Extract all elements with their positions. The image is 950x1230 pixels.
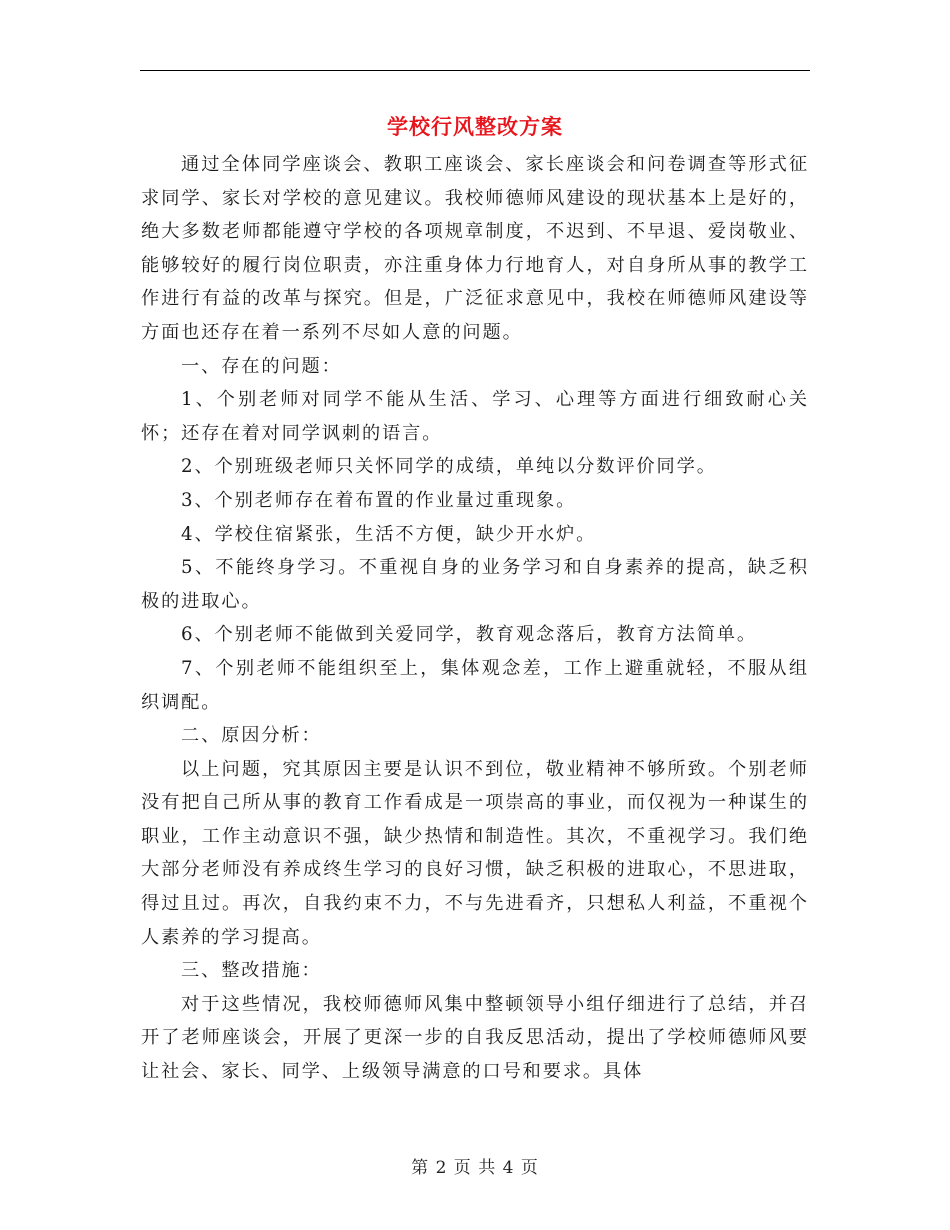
problem-item-4: 4、学校住宿紧张，生活不方便，缺少开水炉。 xyxy=(181,523,597,545)
problem-item-6: 6、个别老师不能做到关爱同学，教育观念落后，教育方法简单。 xyxy=(181,624,757,646)
section-heading-measures: 三、整改措施： xyxy=(181,960,322,982)
section-heading-problems: 一、存在的问题： xyxy=(181,355,342,377)
section-heading-causes: 二、原因分析： xyxy=(181,725,322,747)
causes-paragraph: 以上问题，究其原因主要是认识不到位，敬业精神不够所致。个别老师没有把自己所从事的教育工作看成是一项崇高的事业，而仅视为一种谋生的职业，工作主动意识不强，缺少热情和制造性。其次，不重视学习。我们绝大部分老师没有养成终生学习的良好习惯，缺乏积极的进取心，不思进取，得过且过。再次，自我约束不力，不与先进看齐，只想私人利益，不重视个人素养的学习提高。 xyxy=(141,758,809,948)
measures-paragraph: 对于这些情况，我校师德师风集中整顿领导小组仔细进行了总结，并召开了老师座谈会，开展了更深一步的自我反思活动，提出了学校师德师风要让社会、家长、同学、上级领导满意的口号和要求。具体 xyxy=(141,993,809,1083)
problem-item-1: 1、个别老师对同学不能从生活、学习、心理等方面进行细致耐心关怀；还存在着对同学讽刺的语言。 xyxy=(141,389,809,444)
document-title: 学校行风整改方案 xyxy=(387,114,563,139)
intro-paragraph: 通过全体同学座谈会、教职工座谈会、家长座谈会和问卷调查等形式征求同学、家长对学校的意见建议。我校师德师风建设的现状基本上是好的，绝大多数老师都能遵守学校的各项规章制度，不迟到、不早退、爱岗敬业、能够较好的履行岗位职责，亦注重身体力行地育人，对自身所从事的教学工作进行有益的改革与探究。但是，广泛征求意见中，我校在师德师风建设等方面也还存在着一系列不尽如人意的问题。 xyxy=(141,154,809,343)
problem-item-2: 2、个别班级老师只关怀同学的成绩，单纯以分数评价同学。 xyxy=(181,456,717,478)
problem-item-7: 7、个别老师不能组织至上，集体观念差，工作上避重就轻，不服从组织调配。 xyxy=(141,657,809,713)
problem-item-5: 5、不能终身学习。不重视自身的业务学习和自身素养的提高，缺乏积极的进取心。 xyxy=(141,557,809,612)
document-body xyxy=(141,148,809,1089)
header-rule xyxy=(140,70,810,71)
page-number-footer: 第 2 页 共 4 页 xyxy=(411,1158,539,1178)
problem-item-3: 3、个别老师存在着布置的作业量过重现象。 xyxy=(181,489,577,511)
